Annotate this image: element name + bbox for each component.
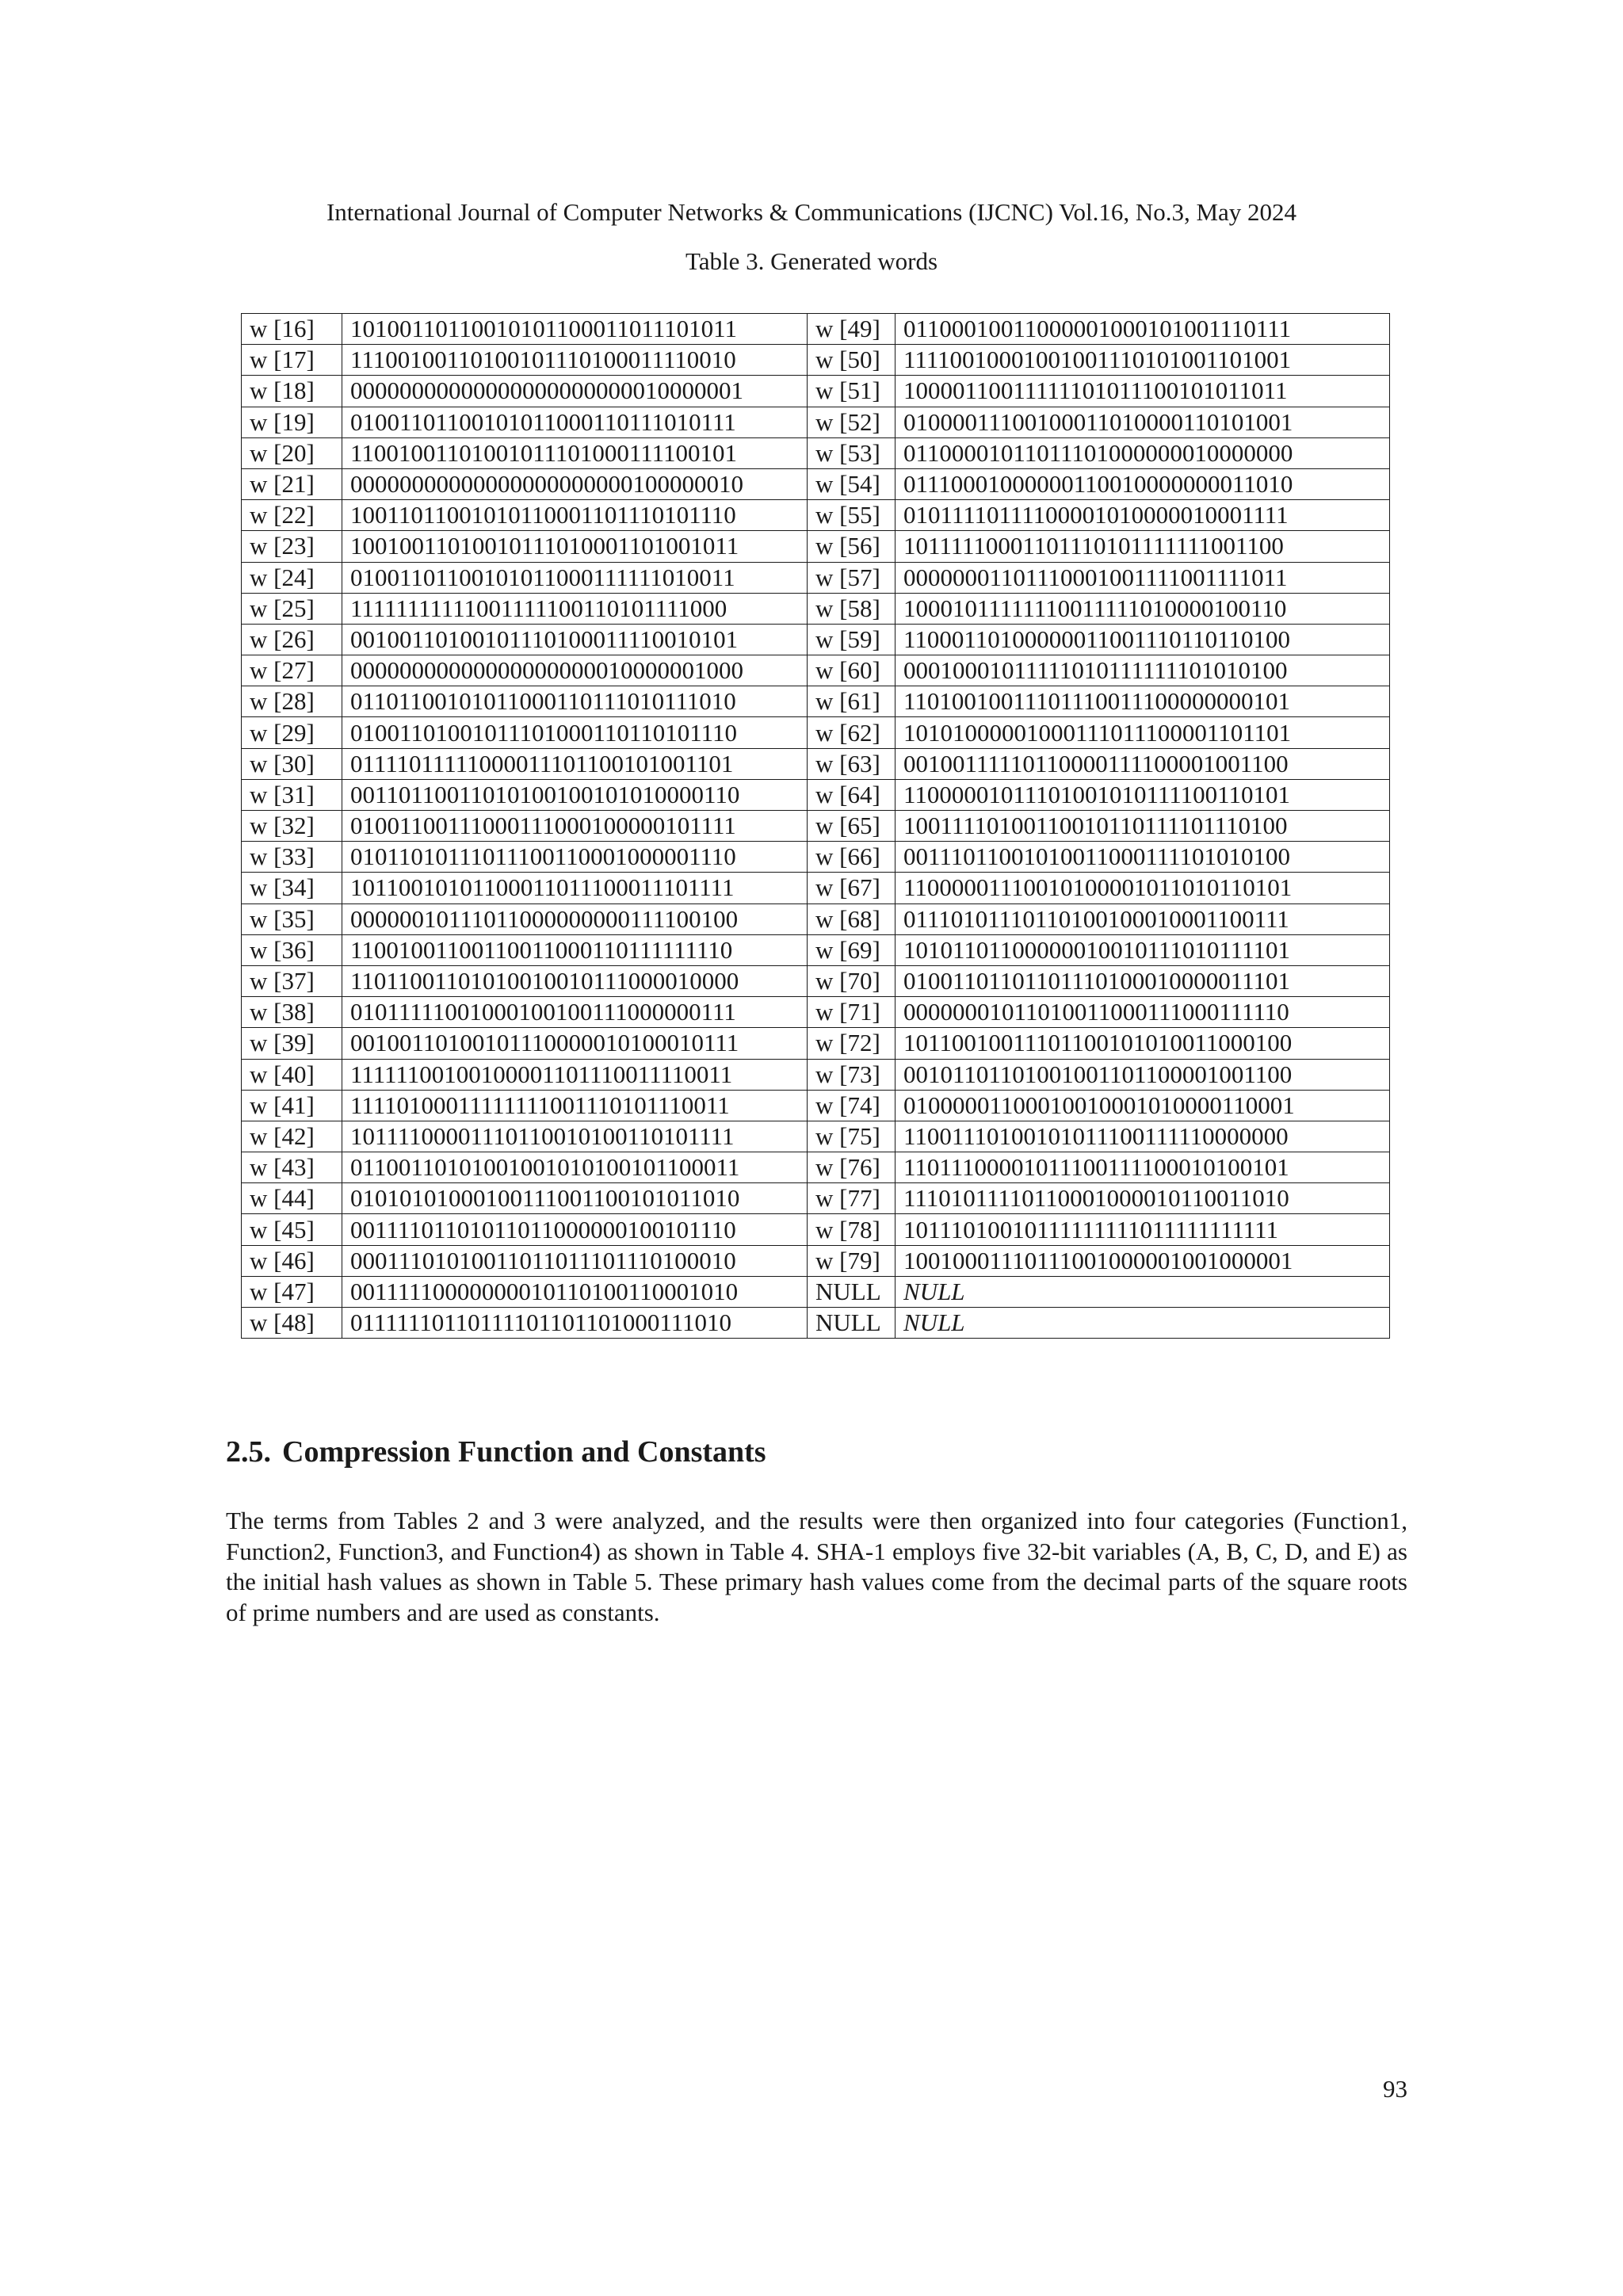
word-bits-left: 01010101000100111001100101011010 xyxy=(342,1183,808,1214)
word-index-right: w [56] xyxy=(808,531,896,562)
word-bits-left: 00011101010011011011101110100010 xyxy=(342,1245,808,1276)
word-bits-left: 01111110110111101101101000111010 xyxy=(342,1308,808,1339)
word-index-left: w [45] xyxy=(242,1214,342,1245)
table-row xyxy=(242,593,1390,624)
word-bits-left: 00000000000000000000000010000001 xyxy=(342,376,808,407)
table-row xyxy=(242,1059,1390,1090)
word-bits-left: 11001001100110011000110111111110 xyxy=(342,934,808,965)
word-index-right: w [63] xyxy=(808,748,896,779)
word-bits-left: 10111100001110110010100110101111 xyxy=(342,1121,808,1152)
word-bits-right: 01000001100010010001010000110001 xyxy=(896,1090,1390,1121)
word-index-right: w [52] xyxy=(808,407,896,437)
table-row xyxy=(242,1308,1390,1339)
word-bits-left: 00100110100101110000010100010111 xyxy=(342,1028,808,1059)
word-index-right: w [77] xyxy=(808,1183,896,1214)
word-index-left: w [22] xyxy=(242,500,342,531)
table-row xyxy=(242,686,1390,717)
word-bits-right: 10111110001101110101111111001100 xyxy=(896,531,1390,562)
word-index-left: w [32] xyxy=(242,811,342,842)
table-row xyxy=(242,811,1390,842)
word-index-right: w [61] xyxy=(808,686,896,717)
word-index-left: w [24] xyxy=(242,562,342,593)
word-index-left: w [20] xyxy=(242,437,342,468)
word-index-left: w [43] xyxy=(242,1152,342,1183)
table-row xyxy=(242,531,1390,562)
section-heading xyxy=(226,1435,766,1469)
word-index-left: w [34] xyxy=(242,873,342,904)
word-index-right: w [54] xyxy=(808,468,896,499)
word-index-left: w [16] xyxy=(242,314,342,345)
word-index-right: w [60] xyxy=(808,655,896,686)
word-index-right: w [71] xyxy=(808,997,896,1028)
table-row xyxy=(242,873,1390,904)
table-row xyxy=(242,842,1390,873)
word-index-right: w [68] xyxy=(808,904,896,934)
table-row xyxy=(242,965,1390,996)
table-row xyxy=(242,624,1390,655)
table-row xyxy=(242,1152,1390,1183)
word-bits-right: 00101101101001001101100001001100 xyxy=(896,1059,1390,1090)
table-row xyxy=(242,1276,1390,1307)
word-bits-left: 01001101100101011000111111010011 xyxy=(342,562,808,593)
table-row xyxy=(242,1214,1390,1245)
word-index-left: w [19] xyxy=(242,407,342,437)
word-index-right: w [69] xyxy=(808,934,896,965)
word-bits-left: 01001100111000111000100000101111 xyxy=(342,811,808,842)
word-bits-left: 00000000000000000000000100000010 xyxy=(342,468,808,499)
word-index-right: w [49] xyxy=(808,314,896,345)
table-row xyxy=(242,1090,1390,1121)
table-row xyxy=(242,934,1390,965)
word-index-left: w [23] xyxy=(242,531,342,562)
word-bits-left: 00110110011010100100101010000110 xyxy=(342,779,808,810)
word-bits-left: 01001101100101011000110111010111 xyxy=(342,407,808,437)
table-row xyxy=(242,345,1390,376)
section-number: 2.5. xyxy=(226,1435,271,1469)
word-bits-left: 00000000000000000000010000001000 xyxy=(342,655,808,686)
word-index-left: w [42] xyxy=(242,1121,342,1152)
table-row xyxy=(242,655,1390,686)
word-bits-right: 01000011100100011010000110101001 xyxy=(896,407,1390,437)
word-index-right: w [70] xyxy=(808,965,896,996)
word-bits-right: 11000001011101001010111100110101 xyxy=(896,779,1390,810)
word-index-left: w [37] xyxy=(242,965,342,996)
word-index-right: w [59] xyxy=(808,624,896,655)
word-bits-right: 10110010011101100101010011000100 xyxy=(896,1028,1390,1059)
word-bits-left: 01011111001000100100111000000111 xyxy=(342,997,808,1028)
word-index-right: w [64] xyxy=(808,779,896,810)
table-row xyxy=(242,997,1390,1028)
word-bits-right: 11011100001011100111100010100101 xyxy=(896,1152,1390,1183)
word-bits-right: 01110101110110100100010001100111 xyxy=(896,904,1390,934)
word-bits-right: 10101101100000010010111010111101 xyxy=(896,934,1390,965)
word-index-left: w [40] xyxy=(242,1059,342,1090)
word-index-right: w [58] xyxy=(808,593,896,624)
word-index-left: w [27] xyxy=(242,655,342,686)
word-index-right: w [72] xyxy=(808,1028,896,1059)
word-index-left: w [46] xyxy=(242,1245,342,1276)
word-index-left: w [26] xyxy=(242,624,342,655)
word-index-right: w [65] xyxy=(808,811,896,842)
table-row xyxy=(242,1121,1390,1152)
word-bits-right: 00000001011010011000111000111110 xyxy=(896,997,1390,1028)
word-bits-left: 11011001101010010010111000010000 xyxy=(342,965,808,996)
word-bits-right: 00111011001010011000111101010100 xyxy=(896,842,1390,873)
word-bits-right: 11110010001001001110101001101001 xyxy=(896,345,1390,376)
word-index-left: w [28] xyxy=(242,686,342,717)
word-index-left: w [33] xyxy=(242,842,342,873)
word-bits-right: 00100111110110000111100001001100 xyxy=(896,748,1390,779)
word-index-left: w [25] xyxy=(242,593,342,624)
word-bits-right: 10101000001000111011100001101101 xyxy=(896,717,1390,748)
word-index-right: w [73] xyxy=(808,1059,896,1090)
word-bits-left: 11110100011111111001110101110011 xyxy=(342,1090,808,1121)
word-index-left: w [31] xyxy=(242,779,342,810)
word-bits-left: 11111100100100001101110011110011 xyxy=(342,1059,808,1090)
word-index-left: w [18] xyxy=(242,376,342,407)
word-bits-left: 01101100101011000110111010111010 xyxy=(342,686,808,717)
word-bits-left: 11001001101001011101000111100101 xyxy=(342,437,808,468)
word-index-left: w [35] xyxy=(242,904,342,934)
word-index-left: w [48] xyxy=(242,1308,342,1339)
word-bits-left: 10011011001010110001101110101110 xyxy=(342,500,808,531)
word-index-right: w [55] xyxy=(808,500,896,531)
generated-words-table xyxy=(241,313,1390,1339)
word-bits-left: 11111111111001111100110101111000 xyxy=(342,593,808,624)
word-bits-right: 11001110100101011100111110000000 xyxy=(896,1121,1390,1152)
word-index-right: w [74] xyxy=(808,1090,896,1121)
word-bits-right: 00010001011111010111111101010100 xyxy=(896,655,1390,686)
word-bits-left: 00111110000000010110100110001010 xyxy=(342,1276,808,1307)
word-index-right: w [75] xyxy=(808,1121,896,1152)
word-index-right: NULL xyxy=(808,1308,896,1339)
word-bits-right: 10001011111110011111010000100110 xyxy=(896,593,1390,624)
word-index-right: w [50] xyxy=(808,345,896,376)
table-row xyxy=(242,904,1390,934)
table-row xyxy=(242,468,1390,499)
word-index-right: NULL xyxy=(808,1276,896,1307)
word-bits-left: 10110010101100011011100011101111 xyxy=(342,873,808,904)
word-index-left: w [41] xyxy=(242,1090,342,1121)
word-index-right: w [79] xyxy=(808,1245,896,1276)
table-row xyxy=(242,1183,1390,1214)
table-caption: Table 3. Generated words xyxy=(685,247,938,275)
table-row xyxy=(242,717,1390,748)
section-title: Compression Function and Constants xyxy=(282,1435,766,1469)
word-index-left: w [30] xyxy=(242,748,342,779)
table-row xyxy=(242,376,1390,407)
table-row xyxy=(242,437,1390,468)
word-bits-right: 01011110111100001010000010001111 xyxy=(896,500,1390,531)
word-index-right: w [76] xyxy=(808,1152,896,1183)
word-bits-left: 01001101001011101000110110101110 xyxy=(342,717,808,748)
word-bits-left: 11100100110100101110100011110010 xyxy=(342,345,808,376)
table-row xyxy=(242,500,1390,531)
table-row xyxy=(242,562,1390,593)
table-row xyxy=(242,1245,1390,1276)
word-bits-left: 01111011111000011101100101001101 xyxy=(342,748,808,779)
table-row xyxy=(242,314,1390,345)
word-index-left: w [29] xyxy=(242,717,342,748)
word-bits-right: 10011110100110010110111101110100 xyxy=(896,811,1390,842)
word-bits-right: 01001101101101110100010000011101 xyxy=(896,965,1390,996)
running-header: International Journal of Computer Networks & Communications (IJCNC) Vol.16, No.3, May 2024 xyxy=(326,198,1297,226)
word-bits-right: 11000001110010100001011010110101 xyxy=(896,873,1390,904)
table-row xyxy=(242,748,1390,779)
word-bits-left: 01011010111011100110001000001110 xyxy=(342,842,808,873)
word-bits-right: NULL xyxy=(896,1276,1390,1307)
body-paragraph: The terms from Tables 2 and 3 were analyzed, and the results were then organized into four categories (Function1, Function2, Function3, and Function4) as shown in Table 4. SHA-1 employs five 32-bit variables (A, B, C, D, and E) as the initial hash values as shown in Table 5. These primary hash values come from the decimal parts of the square roots of prime numbers and are used as constants. xyxy=(226,1507,1407,1626)
word-index-right: w [53] xyxy=(808,437,896,468)
table-row xyxy=(242,407,1390,437)
word-index-right: w [62] xyxy=(808,717,896,748)
word-bits-left: 00100110100101110100011110010101 xyxy=(342,624,808,655)
word-bits-left: 10100110110010101100011011101011 xyxy=(342,314,808,345)
word-index-left: w [38] xyxy=(242,997,342,1028)
word-bits-right: NULL xyxy=(896,1308,1390,1339)
word-index-left: w [39] xyxy=(242,1028,342,1059)
word-bits-right: 11000110100000011001110110110100 xyxy=(896,624,1390,655)
word-bits-left: 00000010111011000000000111100100 xyxy=(342,904,808,934)
word-bits-left: 00111101101011011000000100101110 xyxy=(342,1214,808,1245)
word-index-right: w [57] xyxy=(808,562,896,593)
word-index-left: w [17] xyxy=(242,345,342,376)
word-bits-right: 11101011110110001000010110011010 xyxy=(896,1183,1390,1214)
word-index-right: w [66] xyxy=(808,842,896,873)
word-bits-left: 10010011010010111010001101001011 xyxy=(342,531,808,562)
word-bits-right: 10000110011111101011100101011011 xyxy=(896,376,1390,407)
word-index-right: w [78] xyxy=(808,1214,896,1245)
word-bits-right: 10010001110111001000001001000001 xyxy=(896,1245,1390,1276)
word-index-left: w [44] xyxy=(242,1183,342,1214)
word-index-right: w [67] xyxy=(808,873,896,904)
word-bits-right: 00000001101110001001111001111011 xyxy=(896,562,1390,593)
table-row xyxy=(242,779,1390,810)
table-row xyxy=(242,1028,1390,1059)
word-bits-right: 10111010010111111111011111111111 xyxy=(896,1214,1390,1245)
word-index-left: w [47] xyxy=(242,1276,342,1307)
word-index-left: w [21] xyxy=(242,468,342,499)
word-bits-right: 01100010011000001000101001110111 xyxy=(896,314,1390,345)
page-number: 93 xyxy=(1383,2075,1407,2103)
word-index-right: w [51] xyxy=(808,376,896,407)
word-bits-right: 11010010011101110011100000000101 xyxy=(896,686,1390,717)
word-index-left: w [36] xyxy=(242,934,342,965)
word-bits-right: 01100001011011101000000010000000 xyxy=(896,437,1390,468)
table-body xyxy=(242,314,1390,1339)
word-bits-right: 01110001000000110010000000011010 xyxy=(896,468,1390,499)
word-bits-left: 01100110101001001010100101100011 xyxy=(342,1152,808,1183)
